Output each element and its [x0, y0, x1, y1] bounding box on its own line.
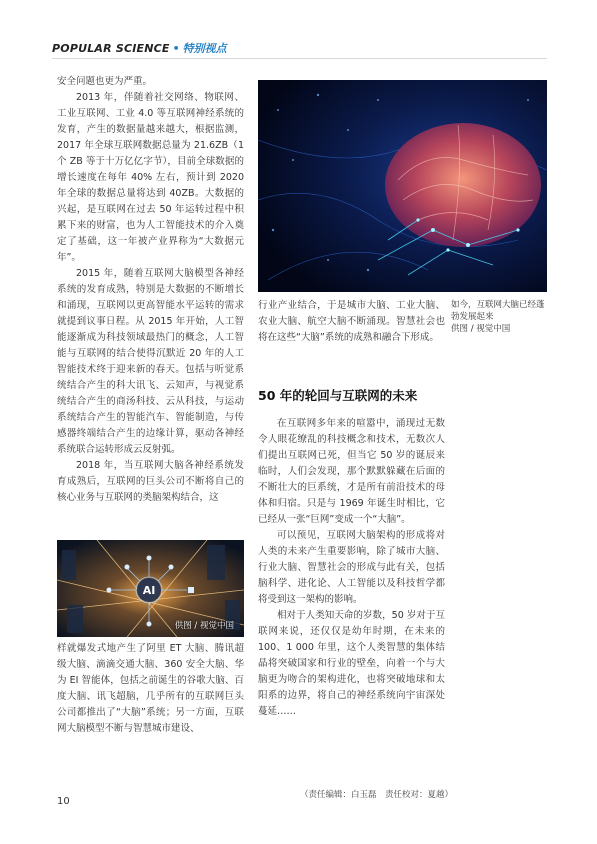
city-image-caption: 供图 / 视觉中国 — [174, 621, 234, 631]
home-icon — [188, 587, 194, 593]
left-column-bottom — [57, 641, 244, 737]
wifi-icon — [147, 556, 152, 561]
left-column-top — [57, 74, 244, 506]
section-name: 特别视点 — [182, 42, 227, 55]
vehicle-icon — [107, 588, 112, 593]
paragraph: 2013 年，伴随着社交网络、物联网、工业互联网、工业 4.0 等互联网神经系统的发育，产生的数据量越来越大，根据监测，2017 年全球互联网数据总量为 21.6ZB（1 个 ZB 等于十万亿亿字节），目前全球数据的增长速度在每年 40% 左右，预计到 2020 年全球的数据总量将达到 40ZB。大数据的兴起，是互联网在过去 50 年运转过程中积累下来的财富，也为人工智能技术的介入奠定了基础，这一年被产业界称为“大数据元年”。 — [57, 92, 244, 263]
header-dot: • — [172, 42, 180, 55]
ai-hub-label: AI — [142, 584, 156, 597]
paragraph: 可以预见，互联网大脑架构的形成将对人类的未来产生重要影响，除了城市大脑、行业大脑、智慧社会的形成与此有关，包括脑科学、进化论、人工智能以及科技哲学都将受到这一架构的影响。 — [258, 530, 445, 605]
paragraph: 2015 年，随着互联网大脑模型各神经系统的发育成熟，特别是大数据的不断增长和涌现，互联网以更高智能水平运转的需求就提到议事日程。从 2015 年开始，人工智能逐渐成为科技领域最热门的概念，人工智能与互联网的结合使得沉默近 20 年的人工智能技术终于迎来新的春天。包括与听觉系统结合产生的科大讯飞、云知声，与视觉系统结合产生的商汤科技、云从科技，与运动系统结合产生的智能汽车、智能制造，与传感器终端结合产生的边缘计算，驱动各神经系统联合运转形成云反射弧。 — [57, 268, 244, 455]
right-column-body — [258, 416, 445, 720]
running-header — [52, 40, 227, 56]
paragraph: 样就爆发式地产生了阿里 ET 大脑、腾讯超级大脑、滴滴交通大脑、360 安全大脑、华为 EI 智能体，包括之前诞生的谷歌大脑、百度大脑、讯飞超脑，几乎所有的互联网巨头公司都推出了“大脑”系统；另一方面，互联网大脑模型不断与智慧城市建设、 — [57, 643, 244, 734]
network-icon — [169, 565, 174, 570]
section-heading: 50 年的轮回与互联网的未来 — [258, 388, 418, 403]
page-number: 10 — [57, 796, 70, 807]
magazine-name: POPULAR SCIENCE — [52, 42, 170, 55]
location-icon — [147, 622, 152, 627]
paragraph: 2018 年，当互联网大脑各神经系统发育成熟后，互联网的巨头公司不断将自己的核心业务与互联网的类脑架构结合，这 — [57, 460, 244, 503]
right-column-top — [258, 298, 445, 346]
header-divider — [52, 58, 547, 59]
paragraph: 行业产业结合，于是城市大脑、工业大脑、农业大脑、航空大脑不断涌现。智慧社会也将在这些“大脑”系统的成熟和融合下形成。 — [258, 300, 445, 343]
editor-credits: （责任编辑：白玉磊 责任校对：夏越） — [300, 790, 454, 800]
paragraph: 安全问题也更为严重。 — [57, 76, 153, 87]
glowing-brain-illustration — [258, 80, 547, 292]
paragraph: 相对于人类知天命的岁数，50 岁对于互联网来说，还仅仅是幼年时期，在未来的 100、1 000 年里，这个人类智慧的集体结晶将突破国家和行业的壁垒，向着一个与大脑更为吻合的架构进化，也将突破地球和太阳系的边界，将自己的神经系统向宇宙深处蔓延…… — [258, 610, 445, 717]
internet-brain-image — [258, 80, 547, 292]
cloud-icon — [125, 565, 130, 570]
brain-image-caption: 如今，互联网大脑已经蓬勃发展起来 供图 / 视觉中国 — [451, 300, 545, 334]
paragraph: 在互联网多年来的喧嚣中，涌现过无数令人眼花缭乱的科技概念和技术，无数次人们提出互联网已死，但当它 50 岁的诞辰来临时，人们会发现，那个默默躲藏在后面的不断壮大的巨系统，才是所有前沿技术的母体和归宿。只是与 1969 年诞生时相比，它已经从一张“巨网”变成一个“大脑”。 — [258, 418, 445, 525]
smart-city-ai-image — [57, 540, 244, 637]
